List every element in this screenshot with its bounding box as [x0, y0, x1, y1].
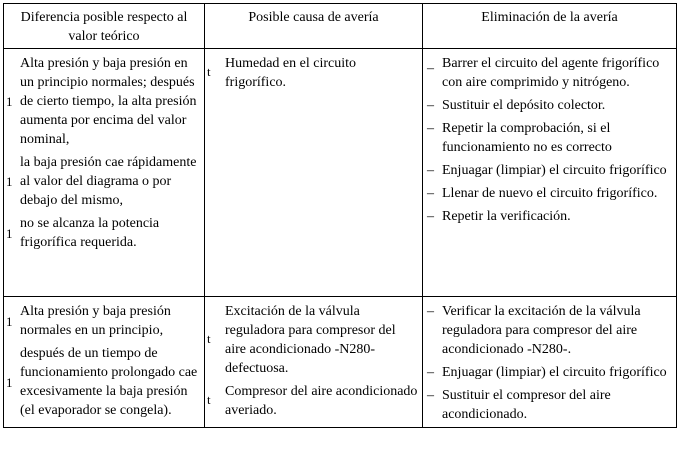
list-marker: t [207, 392, 211, 407]
solution-item [425, 363, 674, 382]
list-marker: – [427, 98, 434, 113]
solution-text: Enjuagar (limpiar) el circuito frigorífico [442, 163, 667, 178]
difference-cell [4, 49, 205, 297]
header-row [4, 4, 677, 49]
list-marker: – [427, 121, 434, 136]
difference-text: la baja presión cae rápidamente al valor del diagrama o por debajo del mismo, [20, 155, 197, 208]
solution-item [425, 161, 674, 180]
list-marker: – [427, 163, 434, 178]
list-marker: – [427, 388, 434, 403]
cause-cell [205, 297, 423, 428]
solution-text: Sustituir el depósito colector. [442, 98, 606, 113]
difference-item [6, 54, 202, 149]
list-marker: t [207, 331, 211, 346]
difference-item [6, 344, 202, 420]
solution-text: Enjuagar (limpiar) el circuito frigorífico [442, 365, 667, 380]
table-row [4, 49, 677, 297]
header-elimination: Eliminación de la avería [423, 4, 677, 49]
cause-item [207, 302, 420, 378]
difference-text: Alta presión y baja presión en un principio normales; después de cierto tiempo, la alta presión aumenta por encima del valor nominal, [20, 56, 197, 147]
solution-item [425, 184, 674, 203]
solution-text: Repetir la comprobación, si el funcionamiento no es correcto [442, 121, 612, 155]
list-marker: – [427, 304, 434, 319]
cause-text: Humedad en el circuito frigorífico. [225, 56, 357, 90]
solution-text: Barrer el circuito del agente frigorífico con aire comprimido y nitrógeno. [442, 56, 660, 90]
solution-text: Repetir la verificación. [442, 209, 571, 224]
list-marker: 1 [6, 374, 13, 390]
solution-text: Llenar de nuevo el circuito frigorífico. [442, 186, 658, 201]
solution-text: Sustituir el compresor del aire acondicionado. [442, 388, 611, 422]
list-marker: – [427, 61, 434, 76]
difference-text: después de un tiempo de funcionamiento prolongado cae excesivamente la baja presión (el evaporador se congela). [20, 346, 198, 418]
cause-item [207, 54, 420, 92]
list-marker: 1 [6, 225, 13, 241]
solution-item [425, 386, 674, 424]
cause-text: Compresor del aire acondicionado averiado. [225, 384, 418, 418]
cause-item [207, 382, 420, 420]
header-cause: Posible causa de avería [205, 4, 423, 49]
solution-item [425, 119, 674, 157]
difference-text: no se alcanza la potencia frigorífica requerida. [20, 216, 160, 250]
difference-text: Alta presión y baja presión normales en un principio, [20, 304, 171, 338]
solution-item [425, 207, 674, 226]
solution-cell [423, 297, 677, 428]
fault-diagnosis-table [3, 3, 677, 428]
list-marker: – [427, 365, 434, 380]
list-marker: – [427, 209, 434, 224]
solution-item [425, 302, 674, 359]
cause-cell [205, 49, 423, 297]
cause-text: Excitación de la válvula reguladora para compresor del aire acondicionado -N280- defectuosa. [225, 304, 396, 376]
table-row [4, 297, 677, 428]
solution-cell [423, 49, 677, 297]
solution-item [425, 96, 674, 115]
list-marker: 1 [6, 313, 13, 329]
list-marker: 1 [6, 94, 13, 109]
difference-item [6, 214, 202, 252]
list-marker: t [207, 64, 211, 79]
solution-item [425, 54, 674, 92]
header-difference: Diferencia posible respecto al valor teórico [4, 4, 205, 49]
difference-item [6, 302, 202, 340]
solution-text: Verificar la excitación de la válvula reguladora para compresor del aire acondicionado -N280-. [442, 304, 641, 357]
list-marker: – [427, 186, 434, 201]
difference-item [6, 153, 202, 210]
list-marker: 1 [6, 174, 13, 189]
difference-cell [4, 297, 205, 428]
